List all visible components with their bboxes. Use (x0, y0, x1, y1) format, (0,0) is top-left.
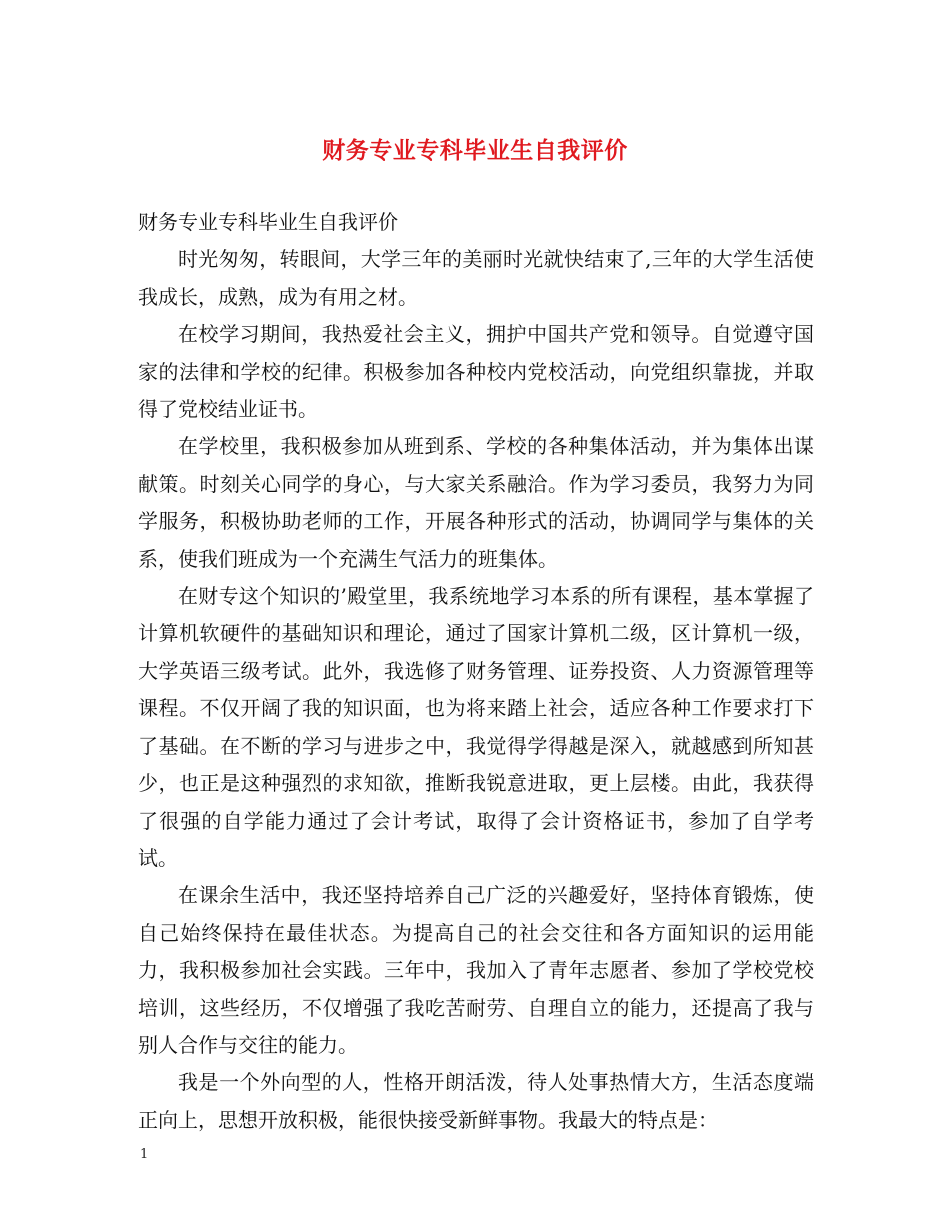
paragraph-6: 我是一个外向型的人，性格开朗活泼，待人处事热情大方，生活态度端正向上，思想开放积极，能很快接受新鲜事物。我最大的特点是： (138, 1070, 814, 1132)
document-title: 财务专业专科毕业生自我评价 (322, 137, 628, 164)
page-number: 1 (140, 1147, 149, 1162)
document-subtitle: 财务专业专科毕业生自我评价 (138, 210, 398, 234)
paragraph-4: 在财专这个知识的’殿堂里，我系统地学习本系的所有课程，基本掌握了计算机软硬件的基础知识和理论，通过了国家计算机二级，区计算机一级，大学英语三级考试。此外，我选修了财务管理、证券投资、人力资源管理等课程。不仅开阔了我的知识面，也为将来踏上社会，适应各种工作要求打下了基础。在不断的学习与进步之中，我觉得学得越是深入，就越感到所知甚少，也正是这种强烈的求知欲，推断我锐意进取，更上层楼。由此，我获得了很强的自学能力通过了会计考试，取得了会计资格证书，参加了自学考试。 (138, 584, 814, 870)
paragraph-2: 在校学习期间，我热爱社会主义，拥护中国共产党和领导。自觉遵守国家的法律和学校的纪律。积极参加各种校内党校活动，向党组织靠拢，并取得了党校结业证书。 (138, 322, 814, 422)
paragraph-3: 在学校里，我积极参加从班到系、学校的各种集体活动，并为集体出谋献策。时刻关心同学的身心，与大家关系融洽。作为学习委员，我努力为同学服务，积极协助老师的工作，开展各种形式的活动，协调同学与集体的关系，使我们班成为一个充满生气活力的班集体。 (138, 434, 814, 571)
document-body (138, 204, 814, 1139)
paragraph-5: 在课余生活中，我还坚持培养自己广泛的兴趣爱好，坚持体育锻炼，使自己始终保持在最佳状态。为提高自己的社会交往和各方面知识的运用能力，我积极参加社会实践。三年中，我加入了青年志愿者、参加了学校党校培训，这些经历，不仅增强了我吃苦耐劳、自理自立的能力，还提高了我与别人合作与交往的能力。 (138, 883, 814, 1057)
paragraph-1: 时光匆匆，转眼间，大学三年的美丽时光就快结束了,三年的大学生活使我成长，成熟，成为有用之材。 (138, 247, 814, 309)
